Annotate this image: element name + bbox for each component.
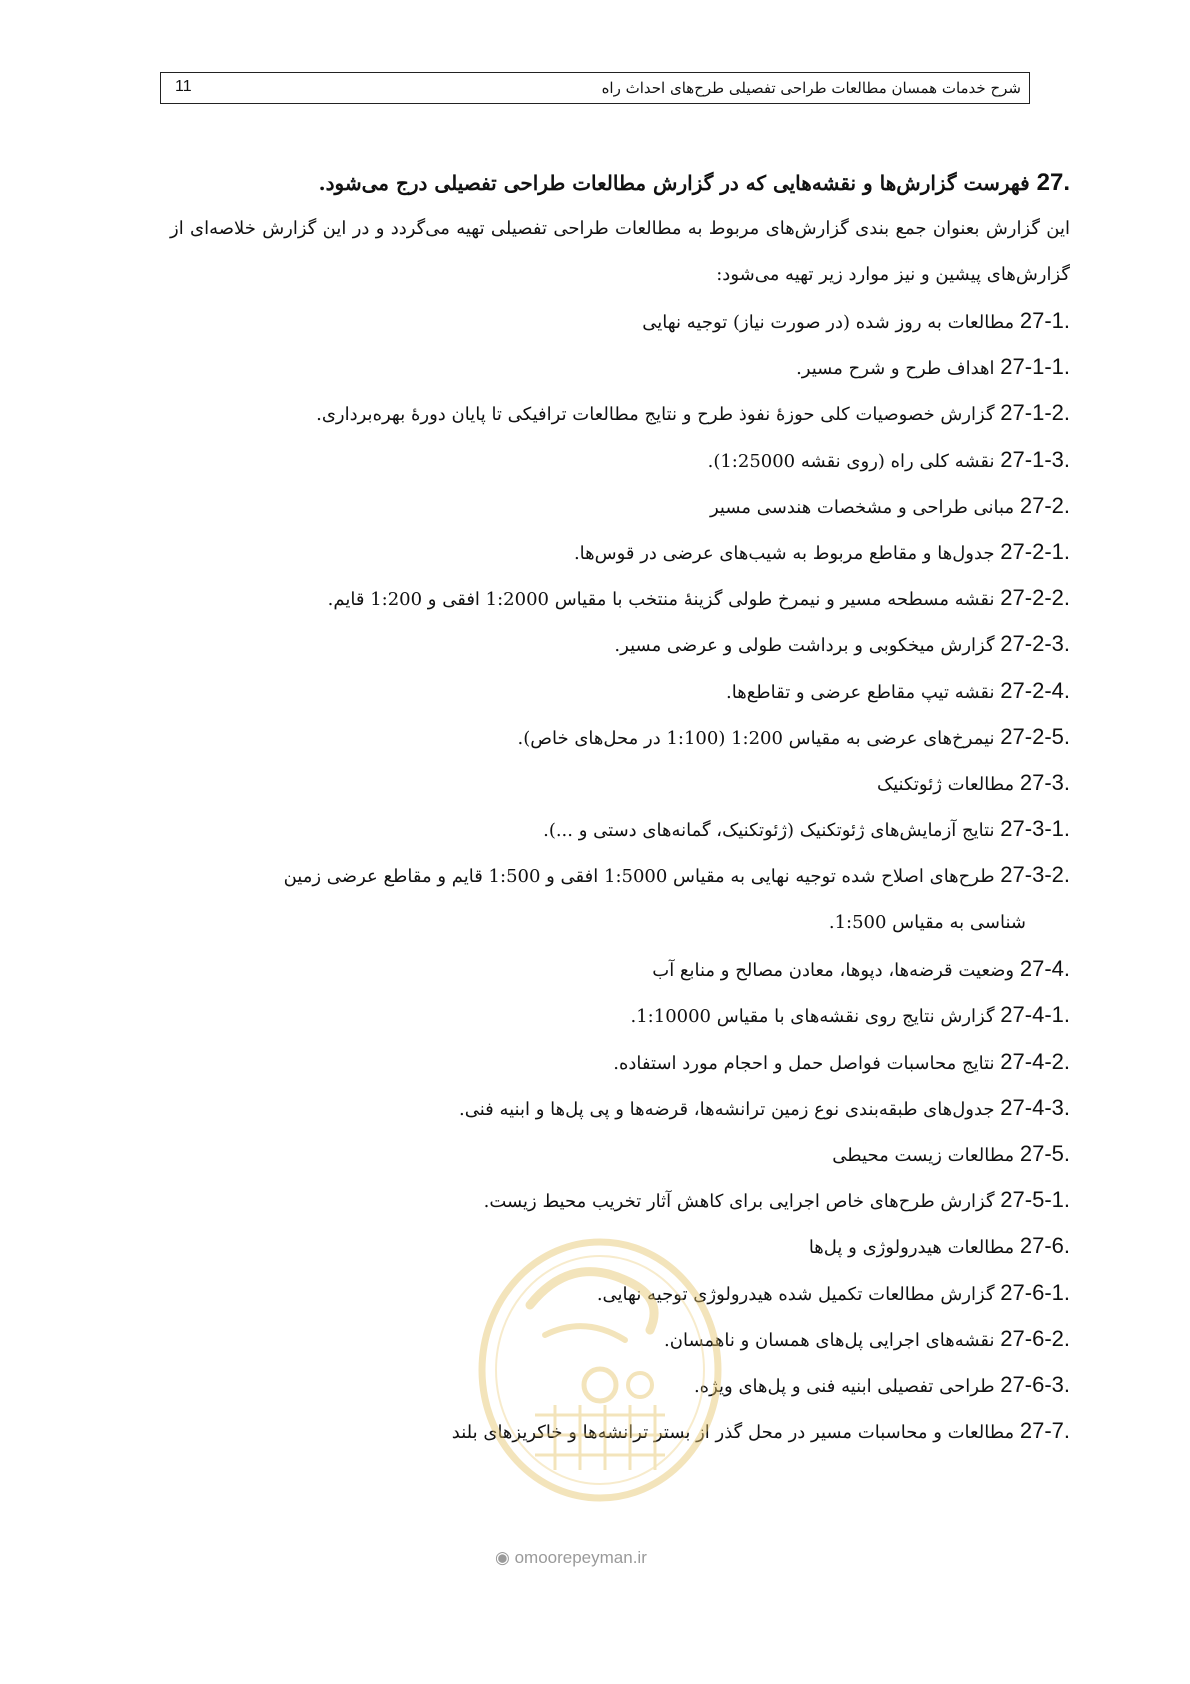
list-item bbox=[170, 621, 1070, 667]
item-number: 27-5-1. bbox=[1000, 1187, 1070, 1213]
item-number: 27-1. bbox=[1019, 308, 1070, 333]
item-number: 27-2. bbox=[1019, 492, 1070, 518]
item-number: 27-6. bbox=[1019, 1233, 1070, 1259]
item-number: 27-2-4. bbox=[1000, 677, 1070, 703]
item-number: 27-2-2. bbox=[1000, 585, 1070, 611]
list-item bbox=[170, 806, 1070, 852]
section-intro: این گزارش بعنوان جمع بندی گزارش‌های مربوط به مطالعات طراحی تفصیلی تهیه می‌گردد و در این گزارش خلاصه‌ای از گزارش‌های پیشین و نیز موارد زیر تهیه می‌شود: bbox=[170, 218, 1070, 285]
header-title: شرح خدمات همسان مطالعات طراحی تفصیلی طرح‌های احداث راه bbox=[601, 79, 1021, 97]
item-number: 27-2-1. bbox=[1000, 538, 1070, 564]
item-text: مطالعات هیدرولوژی و پل‌ها bbox=[808, 1237, 1015, 1259]
page-number: 11 bbox=[175, 78, 192, 95]
item-text: نتایج آزمایش‌های ژئوتکنیک (ژئوتکنیک، گمانه‌های دستی و ...). bbox=[543, 820, 995, 842]
item-text: مطالعات زیست محیطی bbox=[832, 1145, 1015, 1166]
list-item bbox=[170, 1177, 1070, 1223]
item-text: گزارش مطالعات تکمیل شده هیدرولوژی توجیه نهایی. bbox=[596, 1283, 995, 1305]
item-text: مبانی طراحی و مشخصات هندسی مسیر bbox=[709, 496, 1015, 518]
item-number: 27-4. bbox=[1019, 956, 1070, 982]
list-item bbox=[170, 529, 1070, 575]
list-item bbox=[170, 298, 1070, 344]
section-number: 27. bbox=[1036, 169, 1070, 196]
item-number: 27-7. bbox=[1019, 1418, 1070, 1444]
item-text: مطالعات به روز شده (در صورت نیاز) توجیه نهایی bbox=[642, 312, 1015, 333]
item-text: جدول‌های طبقه‌بندی نوع زمین ترانشه‌ها، قرضه‌ها و پی پل‌ها و ابنیه فنی. bbox=[458, 1098, 995, 1120]
item-text: طراحی تفصیلی ابنیه فنی و پل‌های ویژه. bbox=[693, 1375, 995, 1397]
item-text: وضعیت قرضه‌ها، دپوها، معادن مصالح و منابع آب bbox=[652, 960, 1015, 982]
list-item bbox=[170, 483, 1070, 529]
watermark-site: ◉ omoorepeyman.ir bbox=[495, 1548, 647, 1567]
list-item bbox=[170, 714, 1070, 760]
item-number: 27-2-5. bbox=[1000, 723, 1070, 749]
item-number: 27-3. bbox=[1019, 769, 1070, 795]
item-text: اهداف طرح و شرح مسیر. bbox=[796, 358, 995, 380]
item-number: 27-3-2. bbox=[1000, 862, 1070, 888]
list-item bbox=[170, 992, 1070, 1038]
list-item bbox=[170, 852, 1070, 946]
item-text: مطالعات و محاسبات مسیر در محل گذر از بستر ترانشه‌ها و خاکریزهای بلند bbox=[451, 1422, 1015, 1444]
item-text: مطالعات ژئوتکنیک bbox=[876, 773, 1015, 795]
item-number: 27-4-2. bbox=[1000, 1048, 1070, 1074]
item-number: 27-3-1. bbox=[1000, 816, 1070, 842]
item-text: گزارش طرح‌های خاص اجرایی برای کاهش آثار تخریب محیط زیست. bbox=[483, 1191, 995, 1213]
item-number: 27-6-3. bbox=[1000, 1371, 1070, 1397]
item-number: 27-6-2. bbox=[1000, 1325, 1070, 1351]
list-item bbox=[170, 1131, 1070, 1177]
list-item bbox=[170, 1039, 1070, 1085]
item-text: نیمرخ‌های عرضی به مقیاس 1:200 (1:100 در محل‌های خاص). bbox=[517, 727, 995, 749]
list-item bbox=[170, 760, 1070, 806]
list-item bbox=[170, 575, 1070, 621]
item-text-continuation: شناسی به مقیاس 1:500. bbox=[828, 912, 1026, 934]
item-number: 27-2-3. bbox=[1000, 631, 1070, 657]
item-number: 27-1-1. bbox=[1000, 354, 1070, 380]
item-number: 27-5. bbox=[1019, 1141, 1070, 1166]
item-text: نقشه تیپ مقاطع عرضی و تقاطع‌ها. bbox=[726, 681, 995, 703]
item-text: نتایج محاسبات فواصل حمل و احجام مورد استفاده. bbox=[613, 1052, 995, 1074]
item-text: گزارش خصوصیات کلی حوزهٔ نفوذ طرح و نتایج مطالعات ترافیکی تا پایان دورهٔ بهره‌برداری. bbox=[316, 404, 995, 426]
item-number: 27-1-2. bbox=[1000, 400, 1070, 426]
item-text: جدول‌ها و مقاطع مربوط به شیب‌های عرضی در قوس‌ها. bbox=[573, 542, 995, 564]
list-item bbox=[170, 946, 1070, 992]
item-text: نقشه کلی راه (روی نقشه 1:25000). bbox=[707, 450, 995, 472]
item-number: 27-6-1. bbox=[1000, 1279, 1070, 1305]
item-text: نقشه مسطحه مسیر و نیمرخ طولی گزینهٔ منتخب با مقیاس 1:2000 افقی و 1:200 قایم. bbox=[327, 589, 995, 611]
globe-icon: ◉ bbox=[495, 1548, 510, 1567]
seal-logo-icon bbox=[475, 1235, 725, 1510]
item-text: طرح‌های اصلاح شده توجیه نهایی به مقیاس 1:5000 افقی و 1:500 قایم و مقاطع عرضی زمین bbox=[283, 866, 995, 888]
list-item bbox=[170, 437, 1070, 483]
list-item bbox=[170, 390, 1070, 436]
item-number: 27-1-3. bbox=[1000, 446, 1070, 472]
section-title: فهرست گزارش‌ها و نقشه‌هایی که در گزارش مطالعات طراحی تفصیلی درج می‌شود. bbox=[318, 171, 1030, 195]
section-heading bbox=[170, 160, 1070, 206]
item-number: 27-4-1. bbox=[1000, 1002, 1070, 1028]
item-number: 27-4-3. bbox=[1000, 1094, 1070, 1120]
page-header bbox=[160, 72, 1030, 104]
list-item bbox=[170, 668, 1070, 714]
item-text: گزارش نتایج روی نقشه‌های با مقیاس 1:10000. bbox=[630, 1006, 995, 1028]
item-text: گزارش میخکوبی و برداشت طولی و عرضی مسیر. bbox=[614, 635, 995, 657]
item-text: نقشه‌های اجرایی پل‌های همسان و ناهمسان. bbox=[664, 1329, 995, 1351]
list-item bbox=[170, 344, 1070, 390]
list-item bbox=[170, 1085, 1070, 1131]
